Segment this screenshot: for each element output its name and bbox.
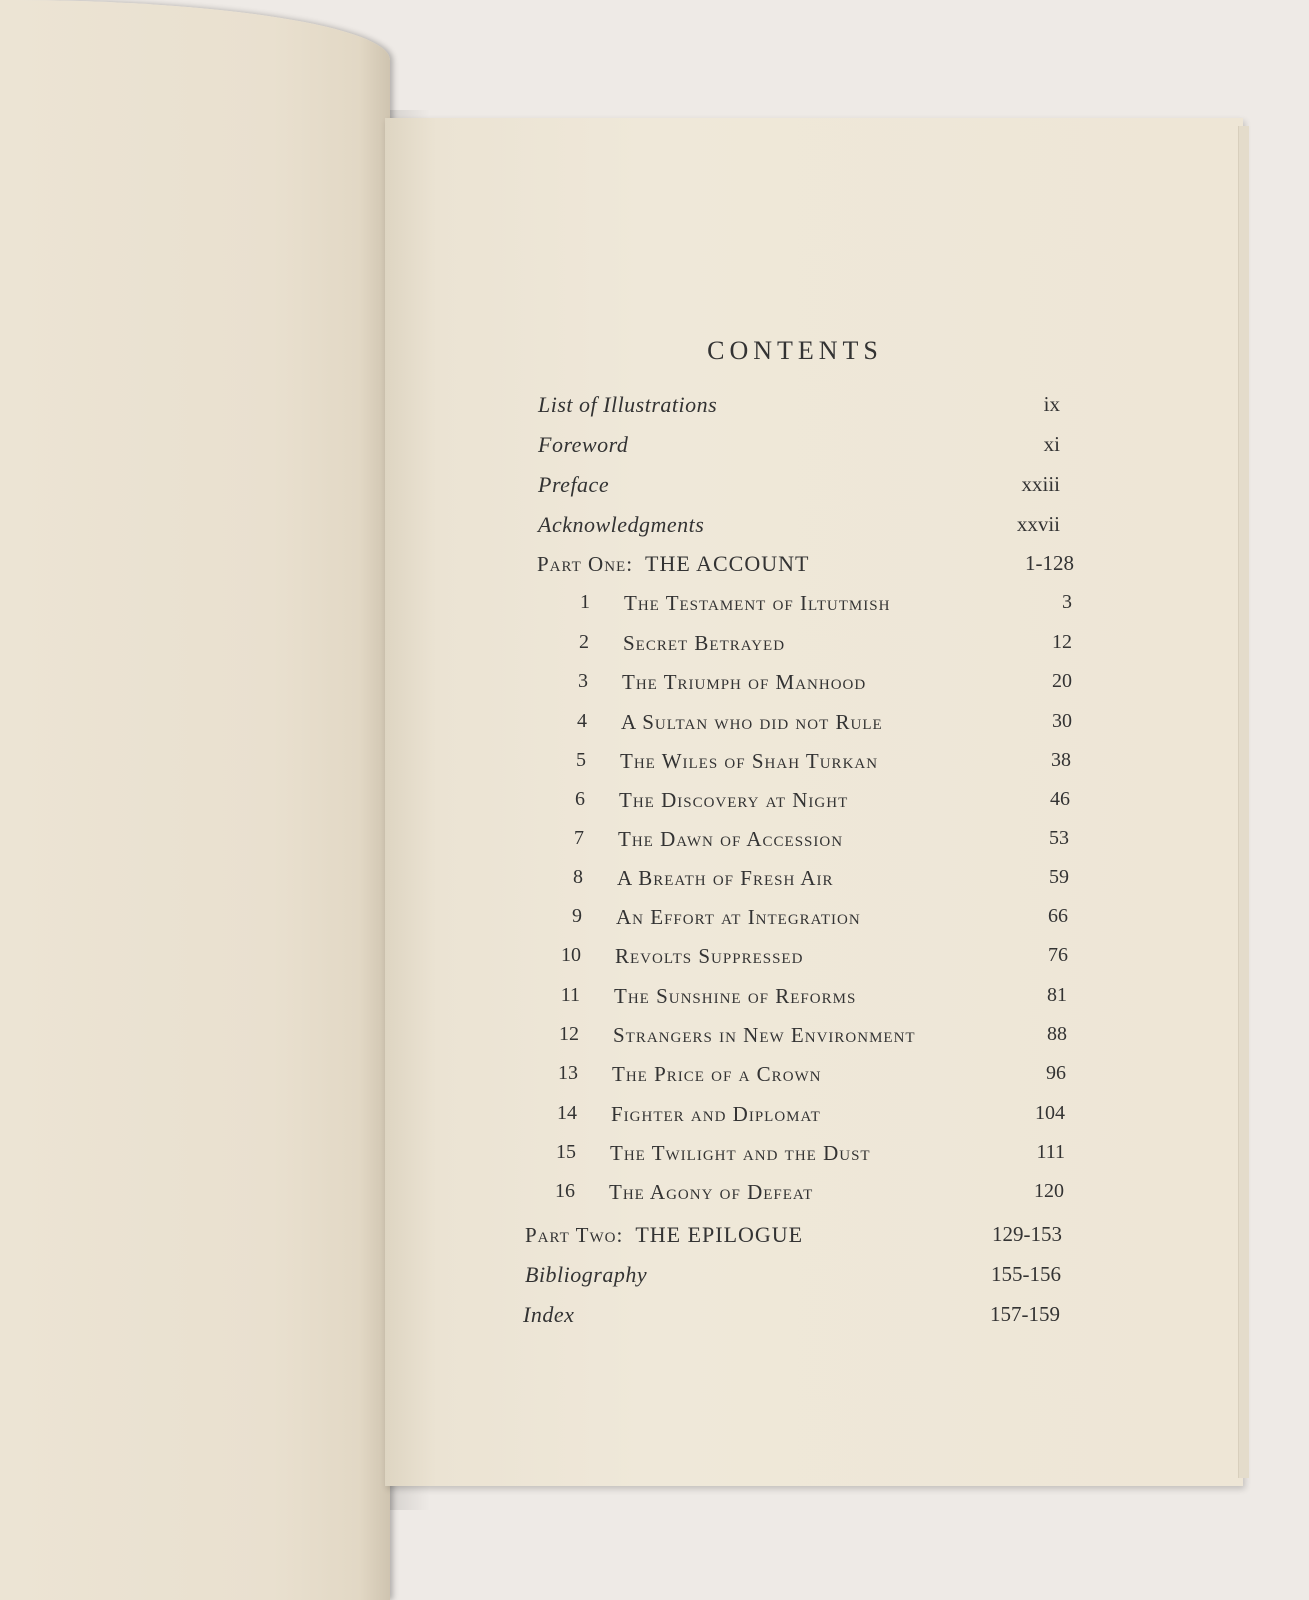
page-edge (1238, 126, 1249, 1478)
toc-entry-list-of-illustrations (538, 392, 1060, 422)
chapter-page: 46 (1050, 788, 1070, 810)
toc-entry-label: Acknowledgments (538, 512, 705, 537)
chapter-page: 12 (1052, 631, 1072, 653)
toc-chapter (546, 1141, 1065, 1171)
toc-chapter (549, 1023, 1067, 1053)
chapter-title: Secret Betrayed (623, 631, 786, 655)
toc-chapter (557, 710, 1072, 740)
chapter-title: The Agony of Defeat (609, 1180, 814, 1204)
chapter-page: 38 (1051, 749, 1071, 771)
toc-chapter (545, 1180, 1064, 1210)
chapter-page: 81 (1047, 984, 1067, 1006)
chapter-page: 30 (1052, 710, 1072, 732)
toc-entry-page: 155-156 (991, 1262, 1061, 1286)
chapter-number: 7 (574, 827, 584, 849)
toc-entry-page: xxiii (1021, 472, 1060, 496)
chapter-number: 3 (578, 670, 588, 692)
part-two-prefix: Part Two: (525, 1223, 624, 1247)
chapter-number: 10 (561, 944, 581, 966)
chapter-title: The Price of a Crown (612, 1062, 822, 1086)
chapter-page: 120 (1034, 1180, 1064, 1202)
toc-entry-bibliography (525, 1262, 1061, 1292)
part-one-prefix: Part One: (537, 552, 634, 576)
toc-entry-label: Preface (538, 472, 610, 497)
chapter-number: 1 (580, 591, 590, 613)
chapter-number: 14 (557, 1102, 577, 1124)
chapter-title: The Triumph of Manhood (622, 670, 867, 694)
chapter-title: A Breath of Fresh Air (617, 866, 834, 890)
toc-chapter (551, 944, 1068, 974)
toc-chapter (555, 788, 1070, 818)
toc-chapter (558, 670, 1072, 700)
left-page (0, 0, 390, 1600)
chapter-number: 9 (572, 905, 582, 927)
toc-entry-foreword (538, 432, 1060, 462)
chapter-title: The Wiles of Shah Turkan (620, 749, 879, 773)
toc-chapter (548, 1062, 1066, 1092)
toc-chapter (554, 827, 1069, 857)
chapter-title: The Dawn of Accession (618, 827, 844, 851)
part-two-label (525, 1222, 803, 1248)
chapter-number: 16 (555, 1180, 575, 1202)
chapter-title: An Effort at Integration (616, 905, 861, 929)
toc-entry-page: ix (1043, 392, 1060, 416)
chapter-page: 76 (1048, 944, 1068, 966)
chapter-page: 96 (1046, 1062, 1066, 1084)
chapter-page: 66 (1048, 905, 1068, 927)
part-two-title: THE EPILOGUE (635, 1222, 804, 1247)
toc-entry-label: Index (523, 1302, 575, 1327)
chapter-number: 6 (575, 788, 585, 810)
chapter-number: 11 (560, 984, 580, 1006)
part-one-title: THE ACCOUNT (645, 551, 810, 576)
toc-entry-label: Bibliography (525, 1262, 648, 1287)
chapter-title: Revolts Suppressed (615, 944, 804, 968)
chapter-page: 20 (1052, 670, 1072, 692)
toc-entry-page: xxvii (1016, 512, 1060, 536)
chapter-page: 53 (1049, 827, 1069, 849)
toc-part-two (525, 1222, 1062, 1252)
chapter-number: 13 (558, 1062, 578, 1084)
chapter-title: The Twilight and the Dust (610, 1141, 871, 1165)
chapter-title: The Testament of Iltutmish (624, 591, 891, 615)
toc-chapter (547, 1102, 1065, 1132)
toc-chapter (552, 905, 1068, 935)
part-one-pages: 1-128 (1025, 551, 1074, 575)
chapter-page: 3 (1062, 591, 1072, 613)
chapter-title: Fighter and Diplomat (611, 1102, 821, 1126)
toc-part-one (537, 551, 1074, 581)
chapter-page: 88 (1047, 1023, 1067, 1045)
chapter-title: The Discovery at Night (619, 788, 849, 812)
chapter-title: A Sultan who did not Rule (621, 710, 883, 734)
toc-entry-page: 157-159 (990, 1302, 1060, 1326)
toc-entry-preface (538, 472, 1060, 502)
chapter-number: 4 (577, 710, 587, 732)
toc-chapter (559, 631, 1072, 661)
part-two-pages: 129-153 (992, 1222, 1062, 1246)
chapter-number: 15 (556, 1141, 576, 1163)
toc-entry-label: List of Illustrations (538, 392, 718, 417)
chapter-number: 2 (579, 631, 589, 653)
toc-chapter (556, 749, 1071, 779)
toc-entry-index (523, 1302, 1060, 1332)
toc-chapter (560, 591, 1072, 621)
chapter-page: 104 (1035, 1102, 1065, 1124)
toc-entry-acknowledgments (538, 512, 1060, 542)
part-one-label (537, 551, 809, 577)
contents-heading: CONTENTS (707, 336, 883, 365)
toc-chapter (553, 866, 1069, 896)
toc-entry-label: Foreword (538, 432, 629, 457)
chapter-number: 12 (559, 1023, 579, 1045)
toc-entry-page: xi (1043, 432, 1060, 456)
chapter-title: Strangers in New Environment (613, 1023, 916, 1047)
chapter-page: 59 (1049, 866, 1069, 888)
chapter-number: 8 (573, 866, 583, 888)
chapter-number: 5 (576, 749, 586, 771)
chapter-page: 111 (1036, 1141, 1065, 1163)
chapter-title: The Sunshine of Reforms (614, 984, 857, 1008)
toc-chapter (550, 984, 1067, 1014)
